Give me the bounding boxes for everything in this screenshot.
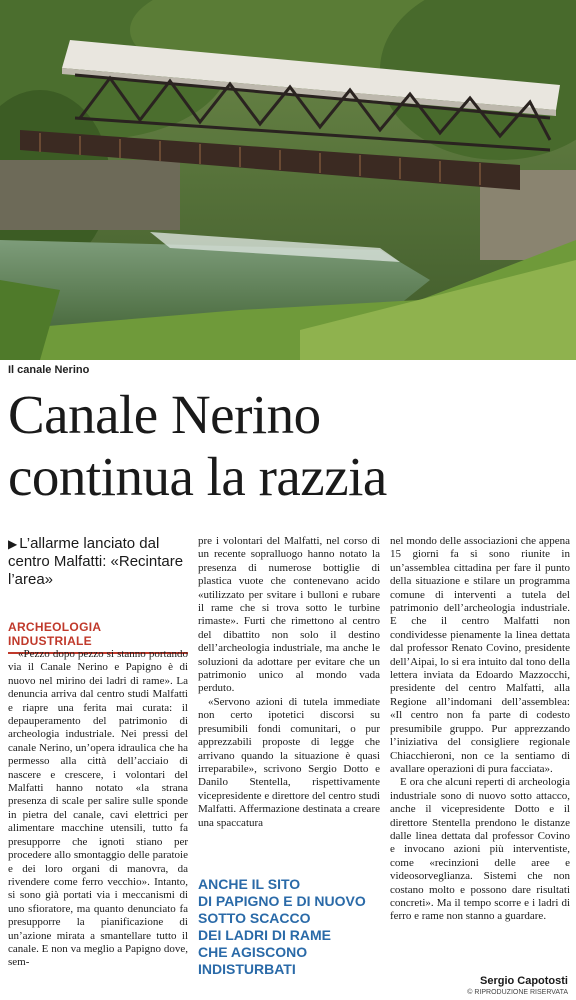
subheadline-text: L’allarme lanciato dal centro Malfatti: «Recintare l’area» bbox=[8, 535, 184, 588]
pull-quote-line: CHE AGISCONO bbox=[198, 944, 308, 960]
paragraph: pre i volontari del Malfatti, nel corso di un recente sopralluogo hanno notato la presenza di numerose bottiglie di plastica vuote che contenevano acido «utilizzato per svitare i bulloni e rubare il rame che si trova sotto le turbine rimaste». Furti che rimettono al centro del dibattito non solo il destino dell’archeologia industriale, ma anche le soluzioni da adottare per evitare che un patrimonio unico al mondo vada perduto. bbox=[198, 535, 380, 695]
paragraph: «Pezzo dopo pezzo si stanno portando via il Canale Nerino e Papigno è di nuovo nel mirino dei ladri di rame». La denuncia arriva dal centro studi Malfatti e riapre una ferita mai curata: il depauperamento del patrimonio di archeologia industriale. Nei pressi del canale Nerino, un’opera idraulica che ha permesso alla città dell’acciaio di nascere e crescere, i volontari del Malfatti hanno notato «la strana presenza di scale per salire sulle sponde in pietra del canale, cavi elettrici per alimentare macchine utensili, tutto fa presupporre che ignoti stiano per procedere allo smontaggio delle paratoie e dei loro organi di manovra, da rivendere come ferro vecchio». Intanto, si sono già portati via i meccanismi di uno sfioratore, ma quanto denunciato fa presupporre la pianificazione di un’azione mirata a smantellare tutto il canale. E non va meglio a Papigno dove, sem- bbox=[8, 648, 188, 969]
section-label: ARCHEOLOGIA INDUSTRIALE bbox=[8, 620, 188, 654]
triangle-icon: ▶ bbox=[8, 537, 18, 551]
headline-line-2: continua la razzia bbox=[8, 446, 387, 507]
paragraph: «Servono azioni di tutela immediate non certo ipotetici discorsi su presumibili fondi comunitari, o pur apprezzabili proposte di legge che arrivano quando la situazione è quasi irreparabile», scrivono Sergio Dotto e Danilo Stentella, rispettivamente vicepresidente e direttore del centro studi Malfatti. Affermazione destinata a creare una spaccatura bbox=[198, 695, 380, 829]
pull-quote bbox=[198, 876, 380, 978]
subheadline bbox=[8, 535, 188, 589]
pull-quote-line: INDISTURBATI bbox=[198, 961, 296, 977]
article-column-3 bbox=[390, 535, 570, 975]
bridge-photo-illustration bbox=[0, 0, 576, 360]
article-column-1 bbox=[8, 648, 188, 996]
paragraph: E ora che alcuni reperti di archeologia industriale sono di nuovo sotto attacco, anche il vicepresidente Dotto e il direttore Stentella prendono le distanze dalle linea dettata dal professor Covino e invocano azioni più interventiste, come «recinzioni delle aree e videosorveglianza. Sistemi che non costano molto e possono dare risultati concreti». Ma il tempo scorre e i ladri di ferro e rame non stanno a guardare. bbox=[390, 776, 570, 923]
bridge-photo bbox=[0, 0, 576, 360]
photo-caption: Il canale Nerino bbox=[8, 364, 90, 376]
pull-quote-line: ANCHE IL SITO bbox=[198, 876, 301, 892]
pull-quote-line: DEI LADRI DI RAME bbox=[198, 927, 331, 943]
article-column-2 bbox=[198, 535, 380, 865]
copyright-notice: © RIPRODUZIONE RISERVATA bbox=[467, 989, 568, 996]
paragraph: nel mondo delle associazioni che appena 15 giorni fa si sono riunite in un’assemblea cittadina per fare il punto della situazione e stilare un programma comune di interventi a tutela del patrimonio dell’archeologia industriale. E che il centro Malfatti non condividesse pienamente la linea dettata dal professor Renato Covino, presidente dell’Aipai, lo si era intuito dal tono della lettera inviata da Edoardo Mazzocchi, presidente del centro Malfatti, alla Regione all’indomani dell’assemblea: «Il centro non fa parte di codesto presumibile gruppo. Pur apprezzando l’iniziativa del consigliere regionale Chiacchieroni, non ce la sentiamo di avallare operazioni di pura facciata». bbox=[390, 535, 570, 775]
headline-line-1: Canale Nerino bbox=[8, 384, 321, 445]
author-byline: Sergio Capotosti bbox=[479, 975, 568, 987]
headline bbox=[8, 384, 568, 508]
pull-quote-line: SOTTO SCACCO bbox=[198, 910, 311, 926]
pull-quote-line: DI PAPIGNO E DI NUOVO bbox=[198, 893, 366, 909]
